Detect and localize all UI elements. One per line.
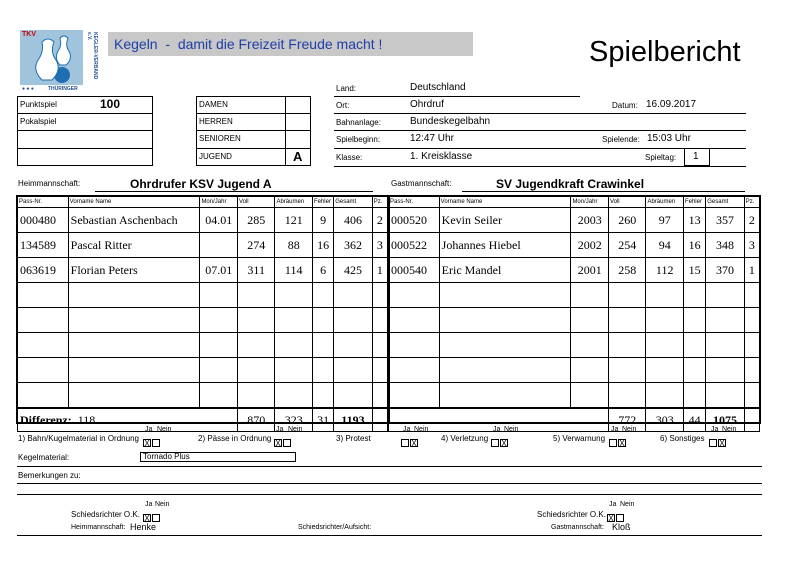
home-cell (18, 383, 69, 409)
home-player-row (18, 283, 388, 308)
sr-ok-home-label: Schiedsrichter O.K. (71, 510, 140, 519)
guest-total-voll: 772 (608, 408, 646, 432)
category-jugend: JUGEND (199, 152, 232, 161)
home-cell (334, 333, 373, 358)
ort-label: Ort: (336, 101, 350, 110)
guest-cell (389, 383, 440, 409)
home-cell: 362 (334, 233, 373, 258)
ende-label: Spielende: (602, 135, 640, 144)
home-label: Heimmannschaft: (18, 179, 81, 188)
home-header-cell: Fehler (312, 197, 333, 208)
guest-player-row (389, 258, 760, 283)
category-herren: HERREN (199, 117, 233, 126)
guest-cell (646, 333, 684, 358)
guest-cell: 357 (706, 208, 745, 233)
home-header-cell: Pz. (372, 197, 387, 208)
home-header-row (18, 197, 388, 208)
home-cell (372, 283, 387, 308)
guest-cell (389, 333, 440, 358)
home-cell: 000480 (18, 208, 69, 233)
home-cell (334, 358, 373, 383)
home-cell (68, 308, 200, 333)
guest-cell (646, 308, 684, 333)
check-6-nein[interactable]: X (719, 438, 725, 448)
guest-cell: 16 (683, 233, 705, 258)
home-cell: 425 (334, 258, 373, 283)
home-cell: 285 (237, 208, 275, 233)
guest-cell (683, 383, 705, 409)
guest-player-row (389, 283, 760, 308)
guest-cell (571, 383, 609, 409)
guest-cell (608, 383, 646, 409)
check-label-4: 4) Verletzung (441, 434, 489, 443)
home-cell: 1 (372, 258, 387, 283)
guest-header-row (389, 197, 760, 208)
guest-cell (646, 283, 684, 308)
guest-cell: 258 (608, 258, 646, 283)
beginn-label: Spielbeginn: (336, 135, 381, 144)
home-cell (312, 358, 333, 383)
guest-player-row (389, 333, 760, 358)
datum-value: 16.09.2017 (646, 99, 697, 110)
logo-side-text: KEGLER-VERBAND e.V. (86, 32, 98, 80)
guest-cell (439, 308, 571, 333)
guest-cell (744, 333, 759, 358)
kegelmaterial-value: Tornado Plus (143, 452, 190, 461)
home-cell: 121 (275, 208, 313, 233)
ende-value: 15:03 Uhr (647, 133, 691, 144)
home-cell (334, 383, 373, 409)
guest-cell (706, 308, 745, 333)
home-cell (237, 308, 275, 333)
guest-cell: 370 (706, 258, 745, 283)
home-cell (372, 333, 387, 358)
guest-cell: 348 (706, 233, 745, 258)
sr-ok-guest-ja[interactable]: X (608, 513, 614, 523)
home-cell (18, 358, 69, 383)
check-3-nein[interactable]: X (411, 438, 417, 448)
guest-cell: 2002 (571, 233, 609, 258)
home-cell (275, 308, 313, 333)
home-player-row (18, 208, 388, 233)
home-cell (275, 358, 313, 383)
klasse-label: Klasse: (336, 153, 363, 162)
guest-cell (744, 358, 759, 383)
home-cell (237, 283, 275, 308)
guest-header-cell: Gesamt (706, 197, 745, 208)
guest-cell (706, 358, 745, 383)
check-5-ja[interactable] (609, 439, 617, 447)
guest-cell: 94 (646, 233, 684, 258)
home-cell (237, 383, 275, 409)
check-6-ja[interactable] (709, 439, 717, 447)
slogan-banner (108, 32, 473, 56)
home-cell (200, 308, 238, 333)
guest-cell: Kevin Seiler (439, 208, 571, 233)
check-1-ja[interactable]: X (144, 438, 150, 448)
home-cell (18, 308, 69, 333)
land-label: Land: (336, 84, 357, 93)
guest-header-cell: Vorname Name (439, 197, 571, 208)
guest-cell: 000522 (389, 233, 440, 258)
bahn-label: Bahnanlage: (336, 118, 381, 127)
punktspiel-value: 100 (100, 97, 121, 111)
check-label-3: 3) Protest (336, 434, 371, 443)
guest-cell (571, 283, 609, 308)
guest-team-name: SV Jugendkraft Crawinkel (496, 177, 645, 191)
home-player-row (18, 383, 388, 409)
guest-header-cell: Abräumen (646, 197, 684, 208)
home-cell (312, 283, 333, 308)
beginn-value: 12:47 Uhr (410, 133, 454, 144)
home-cell (334, 308, 373, 333)
gast-sign-label: Gastmannschaft: (551, 524, 604, 531)
guest-cell (608, 333, 646, 358)
heim-sign-value: Henke (130, 522, 157, 532)
guest-cell: 15 (683, 258, 705, 283)
home-cell (275, 283, 313, 308)
guest-cell (744, 308, 759, 333)
home-cell (200, 283, 238, 308)
guest-results-table (388, 196, 760, 432)
home-cell (312, 333, 333, 358)
check-2-nein[interactable] (283, 439, 291, 447)
guest-cell (608, 358, 646, 383)
guest-cell (646, 383, 684, 409)
guest-cell (571, 333, 609, 358)
sr-ok-home-nein[interactable] (152, 514, 160, 522)
guest-player-row (389, 233, 760, 258)
check-label-2: 2) Pässe in Ordnung (198, 434, 272, 443)
home-cell (68, 383, 200, 409)
guest-cell (744, 383, 759, 409)
home-player-row (18, 308, 388, 333)
sr-ok-home-ja[interactable]: X (144, 513, 150, 523)
home-header-cell: Voll (237, 197, 275, 208)
guest-header-cell: Voll (608, 197, 646, 208)
guest-cell: 112 (646, 258, 684, 283)
home-cell (68, 333, 200, 358)
home-cell (312, 383, 333, 409)
sr-ok-guest-label: Schiedsrichter O.K. (537, 510, 606, 519)
home-total-gesamt: 1193 (334, 408, 373, 432)
guest-cell: 3 (744, 233, 759, 258)
guest-cell (646, 358, 684, 383)
home-header-cell: Abräumen (275, 197, 313, 208)
home-cell: Pascal Ritter (68, 233, 200, 258)
home-player-row (18, 333, 388, 358)
home-cell: 3 (372, 233, 387, 258)
guest-cell (683, 308, 705, 333)
home-cell (18, 333, 69, 358)
category-jugend-value: A (293, 149, 303, 164)
logo-dots: ● ● ● (22, 86, 34, 92)
guest-cell (683, 283, 705, 308)
spieltag-value: 1 (693, 151, 699, 162)
diff-value: 118 (77, 412, 96, 427)
home-cell (68, 358, 200, 383)
datum-label: Datum: (612, 101, 638, 110)
guest-cell (608, 283, 646, 308)
home-total-abr: 323 (275, 408, 313, 432)
home-cell: Florian Peters (68, 258, 200, 283)
check-3-ja[interactable] (401, 439, 409, 447)
guest-player-row (389, 358, 760, 383)
check-5-nein[interactable]: X (619, 438, 625, 448)
guest-cell (389, 358, 440, 383)
home-cell (275, 383, 313, 409)
home-results-table (17, 196, 388, 432)
slogan-text: Kegeln - damit die Freizeit Freude macht ! (114, 36, 383, 52)
checks-row: Ja Nein 1) Bahn/Kugelmaterial in Ordnung X Ja Nein 2) Pässe in Ordnung X Ja Nein 3) Protest X Ja Nein 4) Verletzung X Ja Nein 5) Verwarnung X Ja Nein 6) Sonstiges X (18, 426, 737, 448)
home-cell (200, 233, 238, 258)
guest-header-cell: Pass-Nr. (389, 197, 440, 208)
guest-cell (683, 358, 705, 383)
check-4-nein[interactable]: X (501, 438, 507, 448)
logo (20, 30, 98, 92)
logo-letters: TKV (22, 31, 36, 38)
guest-cell (706, 383, 745, 409)
kegelmaterial-label: Kegelmaterial: (18, 453, 70, 462)
home-cell (200, 333, 238, 358)
home-cell (312, 308, 333, 333)
guest-header-cell: Pz. (744, 197, 759, 208)
home-cell: 114 (275, 258, 313, 283)
home-cell: 2 (372, 208, 387, 233)
land-value: Deutschland (410, 82, 466, 93)
home-cell (372, 383, 387, 409)
check-label-1: 1) Bahn/Kugelmaterial in Ordnung (18, 434, 139, 443)
home-cell: 311 (237, 258, 275, 283)
guest-total-abr: 303 (646, 408, 684, 432)
home-cell: 274 (237, 233, 275, 258)
home-cell (237, 333, 275, 358)
guest-cell: 260 (608, 208, 646, 233)
guest-cell: Eric Mandel (439, 258, 571, 283)
bemerkungen-label: Bemerkungen zu: (18, 471, 81, 480)
guest-cell: 1 (744, 258, 759, 283)
guest-cell (389, 308, 440, 333)
guest-cell (439, 358, 571, 383)
guest-cell: 97 (646, 208, 684, 233)
guest-cell: 000520 (389, 208, 440, 233)
guest-player-row (389, 208, 760, 233)
spieltag-label: Spieltag: (645, 153, 677, 162)
home-player-row (18, 258, 388, 283)
home-team-name: Ohrdrufer KSV Jugend A (130, 177, 272, 191)
guest-label: Gastmannschaft: (391, 179, 452, 188)
home-player-row (18, 233, 388, 258)
guest-cell: 2001 (571, 258, 609, 283)
guest-header-cell: Fehler (683, 197, 705, 208)
home-cell: 406 (334, 208, 373, 233)
check-2-ja[interactable]: X (275, 438, 281, 448)
punktspiel-label: Punktspiel (20, 100, 57, 109)
home-cell: 9 (312, 208, 333, 233)
sr-aufsicht-label: Schiedsrichter/Aufsicht: (298, 524, 372, 531)
guest-player-row (389, 308, 760, 333)
home-cell (200, 358, 238, 383)
guest-cell: 13 (683, 208, 705, 233)
home-cell (68, 283, 200, 308)
sr-ok-guest-nein[interactable] (616, 514, 624, 522)
guest-cell (439, 333, 571, 358)
klasse-value: 1. Kreisklasse (410, 151, 473, 162)
home-cell: 16 (312, 233, 333, 258)
home-cell (334, 283, 373, 308)
guest-cell (389, 283, 440, 308)
home-cell: 6 (312, 258, 333, 283)
bahn-value: Bundeskegelbahn (410, 116, 491, 127)
guest-cell (706, 283, 745, 308)
diff-label: Differenz: (20, 412, 72, 427)
home-header-cell: Mon/Jahr (200, 197, 238, 208)
guest-total-fehler: 44 (683, 408, 705, 432)
guest-cell: 000540 (389, 258, 440, 283)
guest-cell (608, 308, 646, 333)
home-cell: 07.01 (200, 258, 238, 283)
guest-cell (706, 333, 745, 358)
guest-header-cell: Mon/Jahr (571, 197, 609, 208)
home-cell (275, 333, 313, 358)
home-cell: 134589 (18, 233, 69, 258)
home-cell: 063619 (18, 258, 69, 283)
home-header-cell: Gesamt (334, 197, 373, 208)
check-label-5: 5) Verwarnung (553, 434, 606, 443)
gast-sign-value: Kloß (612, 522, 631, 532)
ort-value: Ohrdruf (410, 99, 444, 110)
guest-cell: 254 (608, 233, 646, 258)
home-header-cell: Vorname Name (68, 197, 200, 208)
check-1-nein[interactable] (152, 439, 160, 447)
guest-cell: Johannes Hiebel (439, 233, 571, 258)
guest-cell (439, 383, 571, 409)
check-label-6: 6) Sonstiges (660, 434, 705, 443)
home-total-voll: 870 (237, 408, 275, 432)
home-total-fehler: 31 (312, 408, 333, 432)
guest-total-gesamt: 1075 (706, 408, 745, 432)
guest-cell: 2 (744, 208, 759, 233)
home-player-row (18, 358, 388, 383)
kegel-logo-icon (20, 30, 83, 85)
home-cell (200, 383, 238, 409)
heim-sign-label: Heimmannschaft: (71, 524, 126, 531)
home-cell (237, 358, 275, 383)
home-cell (18, 283, 69, 308)
home-header-cell: Pass-Nr. (18, 197, 69, 208)
home-cell: 88 (275, 233, 313, 258)
home-cell: Sebastian Aschenbach (68, 208, 200, 233)
guest-cell (683, 333, 705, 358)
guest-cell: 2003 (571, 208, 609, 233)
guest-cell (744, 283, 759, 308)
check-4-ja[interactable] (491, 439, 499, 447)
home-cell: 04.01 (200, 208, 238, 233)
guest-cell (571, 308, 609, 333)
home-cell (372, 308, 387, 333)
guest-player-row (389, 383, 760, 409)
page-title: Spielbericht (589, 36, 741, 68)
logo-bottom-text: THÜRINGER (48, 86, 78, 92)
home-cell (372, 358, 387, 383)
category-damen: DAMEN (199, 100, 228, 109)
pokalspiel-label: Pokalspiel (20, 117, 57, 126)
guest-cell (571, 358, 609, 383)
category-senioren: SENIOREN (199, 134, 241, 143)
guest-cell (439, 283, 571, 308)
